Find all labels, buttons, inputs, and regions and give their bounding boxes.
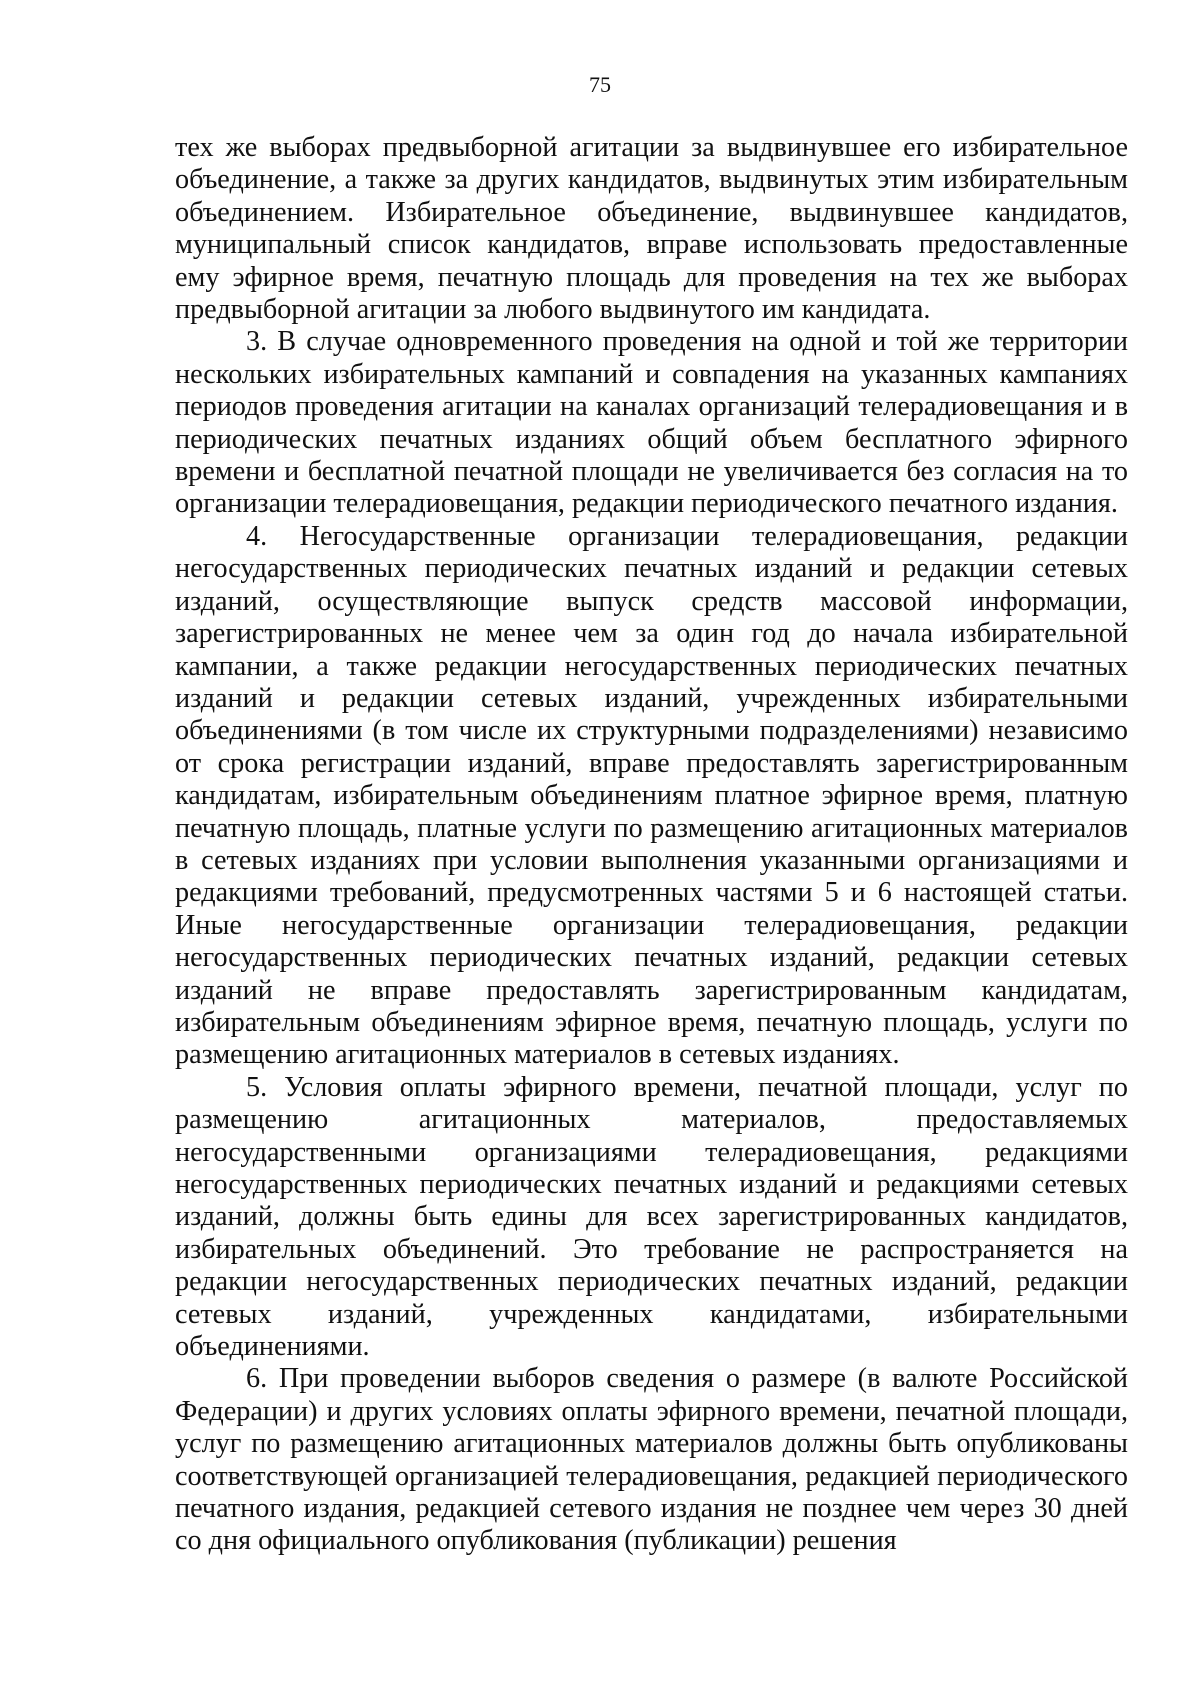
document-body — [175, 132, 1128, 1558]
paragraph-6: 6. При проведении выборов сведения о размере (в валюте Российской Федерации) и других условиях оплаты эфирного времени, печатной площади, услуг по размещению агитационных материалов должны быть опубликованы соответствующей организацией телерадиовещания, редакцией периодического печатного издания, редакцией сетевого издания не позднее чем через 30 дней со дня официального опубликования (публикации) решения — [175, 1363, 1128, 1557]
paragraph-continuation: тех же выборах предвыборной агитации за выдвинувшее его избирательное объединение, а также за других кандидатов, выдвинутых этим избирательным объединением. Избирательное объединение, выдвинувшее кандидатов, муниципальный список кандидатов, вправе использовать предоставленные ему эфирное время, печатную площадь для проведения на тех же выборах предвыборной агитации за любого выдвинутого им кандидата. — [175, 132, 1128, 326]
paragraph-3: 3. В случае одновременного проведения на одной и той же территории нескольких избирательных кампаний и совпадения на указанных кампаниях периодов проведения агитации на каналах организаций телерадиовещания и в периодических печатных изданиях общий объем бесплатного эфирного времени и бесплатной печатной площади не увеличивается без согласия на то организации телерадиовещания, редакции периодического печатного издания. — [175, 326, 1128, 520]
page-number: 75 — [589, 72, 611, 97]
paragraph-5: 5. Условия оплаты эфирного времени, печатной площади, услуг по размещению агитационных материалов, предоставляемых негосударственными организациями телерадиовещания, редакциями негосударственных периодических печатных изданий и редакциями сетевых изданий, должны быть едины для всех зарегистрированных кандидатов, избирательных объединений. Это требование не распространяется на редакции негосударственных периодических печатных изданий, редакции сетевых изданий, учрежденных кандидатами, избирательными объединениями. — [175, 1071, 1128, 1363]
paragraph-4: 4. Негосударственные организации телерадиовещания, редакции негосударственных периодических печатных изданий и редакции сетевых изданий, осуществляющие выпуск средств массовой информации, зарегистрированных не менее чем за один год до начала избирательной кампании, а также редакции негосударственных периодических печатных изданий и редакции сетевых изданий, учрежденных избирательными объединениями (в том числе их структурными подразделениями) независимо от срока регистрации изданий, вправе предоставлять зарегистрированным кандидатам, избирательным объединениям платное эфирное время, платную печатную площадь, платные услуги по размещению агитационных материалов в сетевых изданиях при условии выполнения указанными организациями и редакциями требований, предусмотренных частями 5 и 6 настоящей статьи. Иные негосударственные организации телерадиовещания, редакции негосударственных периодических печатных изданий, редакции сетевых изданий не вправе предоставлять зарегистрированным кандидатам, избирательным объединениям эфирное время, печатную площадь, услуги по размещению агитационных материалов в сетевых изданиях. — [175, 520, 1128, 1071]
